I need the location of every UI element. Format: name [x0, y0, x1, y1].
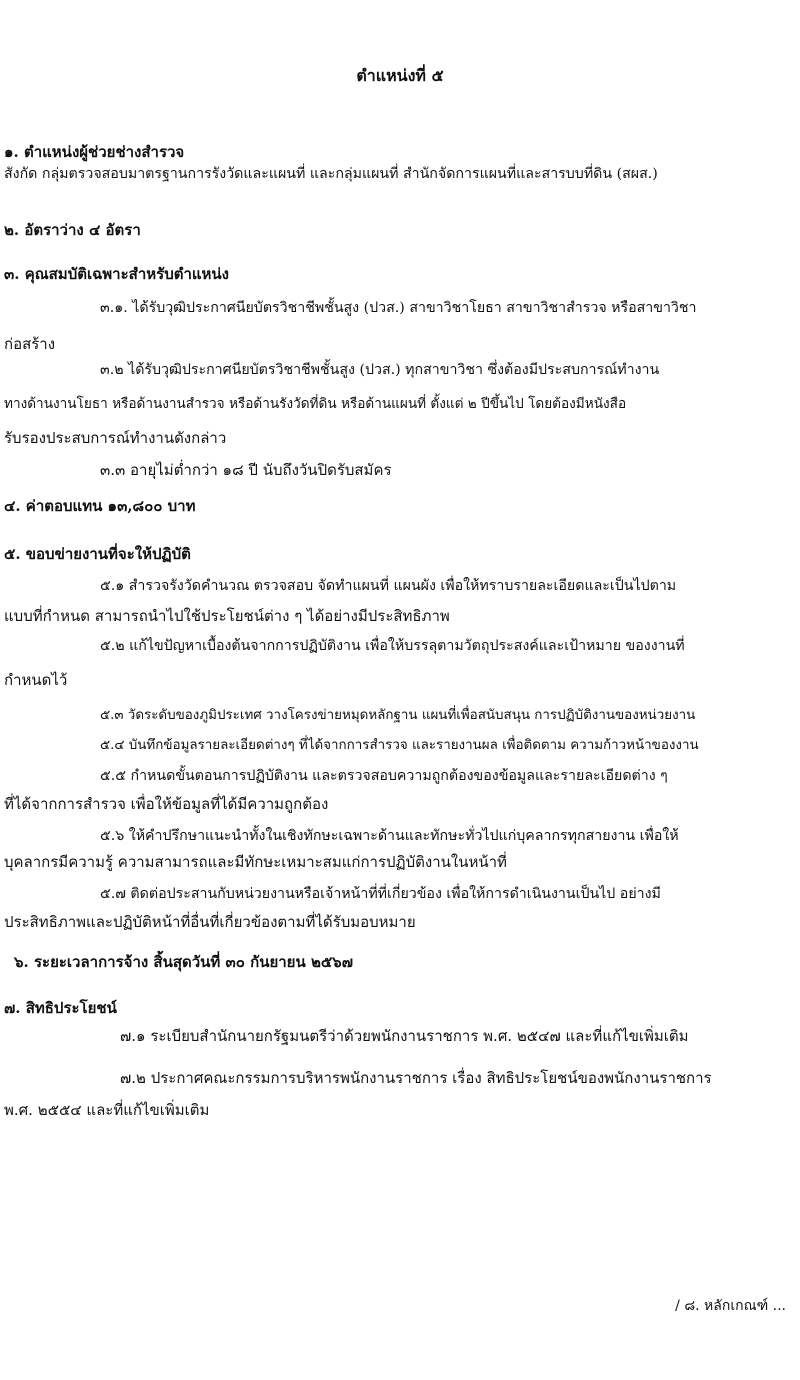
text-line: กำหนดไว้: [4, 671, 68, 689]
text-line: ๗.๒ ประกาศคณะกรรมการบริหารพนักงานราชการ เรื่อง สิทธิประโยชน์ของพนักงานราชการ: [120, 1069, 712, 1087]
text-line: ๕.๒ แก้ไขปัญหาเบื้องต้นจากการปฏิบัติงาน เพื่อให้บรรลุตามวัตถุประสงค์และเป้าหมาย ของงานที่: [100, 638, 685, 654]
text-line: แบบที่กำหนด สามารถนำไปใช้ประโยชน์ต่าง ๆ ได้อย่างมีประสิทธิภาพ: [4, 607, 450, 625]
section-2-heading: ๒. อัตราว่าง ๔ อัตรา: [4, 221, 141, 239]
section-5-heading: ๕. ขอบข่ายงานที่จะให้ปฏิบัติ: [4, 545, 191, 563]
text-line: ๕.๑ สำรวจรังวัดคำนวณ ตรวจสอบ จัดทำแผนที่ แผนผัง เพื่อให้ทราบรายละเอียดและเป็นไปตาม: [100, 578, 677, 594]
page-title: ตำแหน่งที่ ๕: [356, 66, 444, 85]
section-4-heading: ๔. ค่าตอบแทน ๑๓,๘๐๐ บาท: [4, 497, 196, 515]
text-line: ๕.๗ ติดต่อประสานกับหน่วยงานหรือเจ้าหน้าที่ที่เกี่ยวข้อง เพื่อให้การดำเนินงานเป็นไป อย่างมี: [100, 886, 661, 902]
text-line: ๗.๑ ระเบียบสำนักนายกรัฐมนตรีว่าด้วยพนักงานราชการ พ.ศ. ๒๕๔๗ และที่แก้ไขเพิ่มเติม: [120, 1027, 689, 1045]
text-line: ๕.๔ บันทึกข้อมูลรายละเอียดต่างๆ ที่ได้จากการสำรวจ และรายงานผล เพื่อติดตาม ความก้าวหน้าของงาน: [100, 738, 699, 753]
text-line: ก่อสร้าง: [4, 335, 56, 353]
section-3-heading: ๓. คุณสมบัติเฉพาะสำหรับตำแหน่ง: [4, 265, 230, 283]
text-line: สังกัด กลุ่มตรวจสอบมาตรฐานการรังวัดและแผนที่ และกลุ่มแผนที่ สำนักจัดการแผนที่และสารบบที่ดิน (สผส.): [4, 166, 658, 182]
text-line: ๓.๑. ได้รับวุฒิประกาศนียบัตรวิชาชีพชั้นสูง (ปวส.) สาขาวิชาโยธา สาขาวิชาสำรวจ หรือสาขาวิชา: [100, 300, 697, 316]
section-1-heading: ๑. ตำแหน่งผู้ช่วยช่างสำรวจ: [4, 143, 185, 161]
section-7-heading: ๗. สิทธิประโยชน์: [4, 999, 117, 1017]
text-line: ๕.๓ วัดระดับของภูมิประเทศ วางโครงข่ายหมุดหลักฐาน แผนที่เพื่อสนับสนุน การปฏิบัติงานของหน่วยงาน: [100, 708, 696, 723]
text-line: ๕.๖ ให้คำปรึกษาแนะนำทั้งในเชิงทักษะเฉพาะด้านและทักษะทั่วไปแก่บุคลากรทุกสายงาน เพื่อให้: [100, 828, 679, 844]
text-line: รับรองประสบการณ์ทำงานดังกล่าว: [4, 429, 227, 447]
continuation-note: / ๘. หลักเกณฑ์ ...: [675, 1298, 786, 1314]
text-line: บุคลากรมีความรู้ ความสามารถและมีทักษะเหมาะสมแก่การปฏิบัติงานในหน้าที่: [4, 853, 507, 871]
text-line: ทางด้านงานโยธา หรือด้านงานสำรวจ หรือด้านรังวัดที่ดิน หรือด้านแผนที่ ตั้งแต่ ๒ ปีขึ้นไป โดยต้องมีหนังสือ: [4, 396, 627, 412]
text-line: ที่ได้จากการสำรวจ เพื่อให้ข้อมูลที่ได้มีความถูกต้อง: [4, 795, 329, 813]
text-line: ประสิทธิภาพและปฏิบัติหน้าที่อื่นที่เกี่ยวข้องตามที่ได้รับมอบหมาย: [4, 913, 416, 931]
text-line: ๕.๕ กำหนดขั้นตอนการปฏิบัติงาน และตรวจสอบความถูกต้องของข้อมูลและรายละเอียดต่าง ๆ: [100, 768, 668, 784]
text-line: ๓.๓ อายุไม่ต่ำกว่า ๑๘ ปี นับถึงวันปิดรับสมัคร: [100, 461, 392, 479]
text-line: ๓.๒ ได้รับวุฒิประกาศนียบัตรวิชาชีพชั้นสูง (ปวส.) ทุกสาขาวิชา ซึ่งต้องมีประสบการณ์ทำงาน: [100, 362, 660, 378]
section-6-heading: ๖. ระยะเวลาการจ้าง สิ้นสุดวันที่ ๓๐ กันยายน ๒๕๖๗: [14, 953, 353, 971]
text-line: พ.ศ. ๒๕๕๔ และที่แก้ไขเพิ่มเติม: [4, 1101, 210, 1119]
